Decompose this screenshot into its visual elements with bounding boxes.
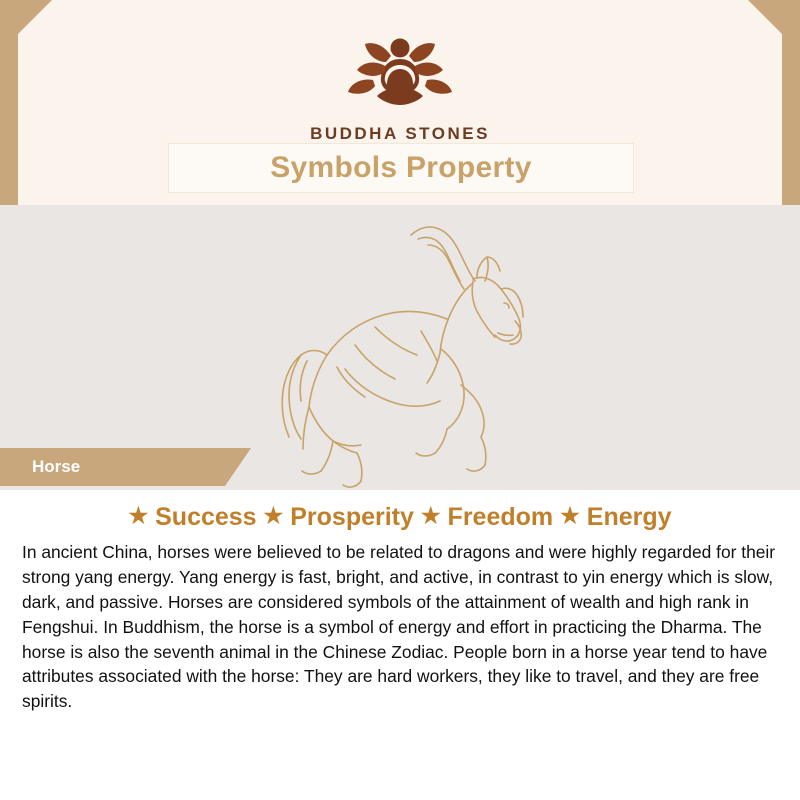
attributes-tagline xyxy=(0,503,800,532)
symbol-label: Horse xyxy=(32,457,81,476)
description-paragraph: In ancient China, horses were believed to be related to dragons and were highly regarded for their strong yang energy. Yang energy is fast, bright, and active, in contrast to yin energy which is slow, dark, and passive. Horses are considered symbols of the attainment of wealth and high rank in Fengshui. In Buddhism, the horse is a symbol of energy and effort in practicing the Dharma. The horse is also the seventh animal in the Chinese Zodiac. People born in a horse year tend to have attributes associated with the horse: They are hard workers, they like to travel, and they are free spirits. xyxy=(22,542,776,712)
star-icon: ★ xyxy=(420,503,441,528)
label-banner-tail xyxy=(225,448,251,486)
attribute-success: Success xyxy=(155,503,257,531)
brand-name: BUDDHA STONES xyxy=(310,124,490,143)
star-icon: ★ xyxy=(128,503,149,528)
lotus-meditation-figure-icon xyxy=(325,20,475,118)
page-title: Symbols Property xyxy=(270,151,532,184)
star-icon: ★ xyxy=(560,503,580,528)
attribute-prosperity: Prosperity xyxy=(290,503,414,531)
attribute-energy: Energy xyxy=(586,503,672,531)
attribute-freedom: Freedom xyxy=(447,503,554,531)
content-area xyxy=(0,490,800,800)
title-plaque xyxy=(168,143,634,193)
brand-logo xyxy=(0,20,800,144)
star-icon: ★ xyxy=(263,503,284,528)
rearing-horse-line-drawing xyxy=(215,205,585,490)
